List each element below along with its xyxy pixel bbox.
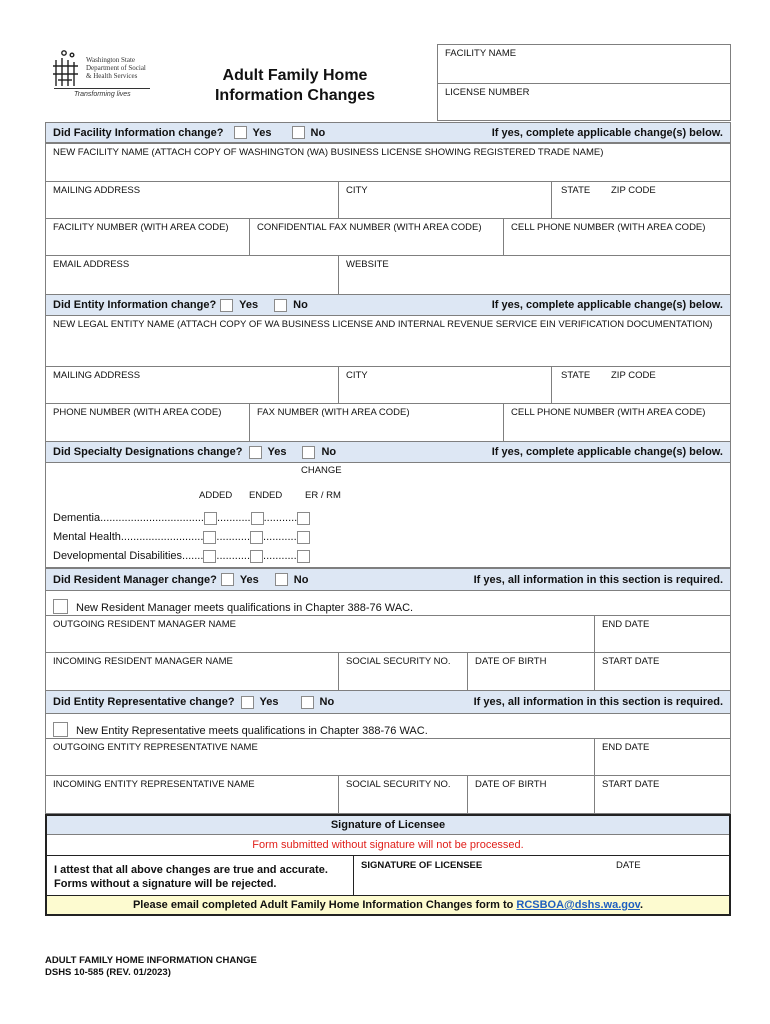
email-instruction bbox=[47, 895, 729, 914]
dd-added-checkbox[interactable] bbox=[203, 550, 216, 563]
new-entity-name-field[interactable] bbox=[45, 315, 731, 367]
email-label: EMAIL ADDRESS bbox=[53, 259, 130, 270]
page-title bbox=[195, 66, 395, 106]
mental-health-added-checkbox[interactable] bbox=[203, 531, 216, 544]
facility-no-label: No bbox=[310, 126, 326, 139]
signature-warning: Form submitted without signature will not be processed. bbox=[252, 839, 524, 851]
new-entity-name-label: NEW LEGAL ENTITY NAME (ATTACH COPY OF WA BUSINESS LICENSE AND INTERNAL REVENUE SERVICE EIN VERIFICATION DOCUMENTATION) bbox=[53, 319, 713, 330]
facility-number-field[interactable] bbox=[45, 218, 250, 256]
specialty-change-band bbox=[45, 441, 731, 463]
entity-zip-field[interactable] bbox=[604, 366, 731, 404]
website-label: WEBSITE bbox=[346, 259, 389, 270]
entity-instruction: If yes, complete applicable change(s) below. bbox=[491, 299, 723, 311]
email-link[interactable]: RCSBOA@dshs.wa.gov bbox=[516, 899, 640, 911]
manager-change-band bbox=[45, 568, 731, 591]
manager-question: Did Resident Manager change? bbox=[53, 573, 217, 586]
manager-end-date-field[interactable] bbox=[594, 615, 731, 653]
signature-heading: Signature of Licensee bbox=[47, 816, 729, 835]
footer-form-title: ADULT FAMILY HOME INFORMATION CHANGE bbox=[45, 955, 257, 966]
new-facility-name-label: NEW FACILITY NAME (ATTACH COPY OF WASHINGTON (WA) BUSINESS LICENSE SHOWING REGISTERED TRADE NAME) bbox=[53, 147, 604, 158]
manager-start-date-field[interactable] bbox=[594, 652, 731, 691]
dementia-label: Dementia bbox=[53, 512, 101, 524]
dot-leader: ........... bbox=[263, 531, 297, 543]
entity-phone-field[interactable] bbox=[45, 403, 250, 442]
form-footer bbox=[45, 955, 257, 979]
facility-cell-label: CELL PHONE NUMBER (WITH AREA CODE) bbox=[511, 222, 706, 233]
facility-name-label: FACILITY NAME bbox=[445, 48, 517, 59]
dot-leader: ........... bbox=[216, 550, 251, 562]
manager-dob-field[interactable] bbox=[467, 652, 595, 691]
representative-no-label: No bbox=[319, 696, 335, 708]
title-line-1: Adult Family Home bbox=[222, 67, 368, 84]
dot-leader: ........... bbox=[263, 550, 297, 562]
dementia-ended-checkbox[interactable] bbox=[251, 512, 264, 525]
representative-dob-field[interactable] bbox=[467, 775, 595, 814]
outgoing-manager-label: OUTGOING RESIDENT MANAGER NAME bbox=[53, 619, 236, 630]
facility-yes-label: Yes bbox=[252, 126, 272, 139]
entity-cell-label: CELL PHONE NUMBER (WITH AREA CODE) bbox=[511, 407, 706, 418]
specialty-yes-checkbox[interactable] bbox=[249, 446, 262, 459]
entity-no-checkbox[interactable] bbox=[274, 299, 287, 312]
dot-leader: ........... bbox=[263, 512, 298, 524]
dot-leader: ....... bbox=[182, 550, 204, 562]
representative-ssn-field[interactable] bbox=[338, 775, 468, 814]
facility-mailing-field[interactable] bbox=[45, 181, 339, 219]
manager-ssn-field[interactable] bbox=[338, 652, 468, 691]
facility-yes-checkbox[interactable] bbox=[234, 126, 247, 139]
representative-qualifies-checkbox[interactable] bbox=[53, 722, 68, 737]
outgoing-representative-label: OUTGOING ENTITY REPRESENTATIVE NAME bbox=[53, 742, 258, 753]
facility-zip-label: ZIP CODE bbox=[611, 185, 656, 196]
entity-fax-label: FAX NUMBER (WITH AREA CODE) bbox=[257, 407, 410, 418]
incoming-representative-field[interactable] bbox=[45, 775, 339, 814]
confidential-fax-label: CONFIDENTIAL FAX NUMBER (WITH AREA CODE) bbox=[257, 222, 482, 233]
entity-mailing-label: MAILING ADDRESS bbox=[53, 370, 141, 381]
confidential-fax-field[interactable] bbox=[249, 218, 504, 256]
mental-health-errm-checkbox[interactable] bbox=[297, 531, 310, 544]
facility-no-checkbox[interactable] bbox=[292, 126, 305, 139]
representative-instruction: If yes, all information in this section is required. bbox=[473, 696, 723, 708]
representative-dob-label: DATE OF BIRTH bbox=[475, 779, 547, 790]
facility-cell-field[interactable] bbox=[503, 218, 731, 256]
facility-number-label: FACILITY NUMBER (WITH AREA CODE) bbox=[53, 222, 229, 233]
logo-text-line: & Health Services bbox=[86, 72, 138, 80]
representative-start-date-field[interactable] bbox=[594, 775, 731, 814]
facility-zip-field[interactable] bbox=[604, 181, 731, 219]
dementia-added-checkbox[interactable] bbox=[204, 512, 217, 525]
representative-ssn-label: SOCIAL SECURITY NO. bbox=[346, 779, 451, 790]
specialty-row-dd bbox=[53, 550, 343, 563]
entity-fax-field[interactable] bbox=[249, 403, 504, 442]
entity-city-field[interactable] bbox=[338, 366, 552, 404]
entity-zip-label: ZIP CODE bbox=[611, 370, 656, 381]
entity-yes-checkbox[interactable] bbox=[220, 299, 233, 312]
manager-start-date-label: START DATE bbox=[602, 656, 660, 667]
specialty-yes-label: Yes bbox=[267, 446, 287, 458]
incoming-manager-label: INCOMING RESIDENT MANAGER NAME bbox=[53, 656, 233, 667]
new-facility-name-field[interactable] bbox=[45, 143, 731, 182]
representative-yes-checkbox[interactable] bbox=[241, 696, 254, 709]
specialty-no-checkbox[interactable] bbox=[302, 446, 315, 459]
manager-end-date-label: END DATE bbox=[602, 619, 650, 630]
representative-end-date-label: END DATE bbox=[602, 742, 650, 753]
representative-qualifies-label: New Entity Representative meets qualifications in Chapter 388-76 WAC. bbox=[76, 725, 428, 737]
entity-state-label: STATE bbox=[561, 370, 591, 381]
entity-cell-field[interactable] bbox=[503, 403, 731, 442]
entity-mailing-field[interactable] bbox=[45, 366, 339, 404]
representative-end-date-field[interactable] bbox=[594, 738, 731, 776]
entity-state-field[interactable] bbox=[551, 366, 605, 404]
dot-leader: ........... bbox=[216, 531, 251, 543]
dd-ended-checkbox[interactable] bbox=[250, 550, 263, 563]
specialty-row-dementia bbox=[53, 512, 343, 525]
manager-no-label: No bbox=[293, 573, 309, 586]
change-header: CHANGE bbox=[301, 465, 342, 476]
entity-city-label: CITY bbox=[346, 370, 368, 381]
representative-qualifies-row bbox=[45, 713, 731, 739]
facility-city-label: CITY bbox=[346, 185, 368, 196]
specialty-instruction: If yes, complete applicable change(s) below. bbox=[491, 446, 723, 458]
facility-mailing-label: MAILING ADDRESS bbox=[53, 185, 141, 196]
dshs-logo-mark-icon bbox=[52, 50, 82, 88]
outgoing-manager-field[interactable] bbox=[45, 615, 595, 653]
email-suffix: . bbox=[640, 899, 644, 911]
dot-leader: ........... bbox=[217, 512, 251, 524]
specialty-no-label: No bbox=[321, 446, 337, 458]
attest-line-2: Forms without a signature will be rejected. bbox=[54, 878, 277, 890]
facility-name-field[interactable] bbox=[437, 44, 731, 84]
dshs-logo bbox=[52, 48, 152, 100]
manager-dob-label: DATE OF BIRTH bbox=[475, 656, 547, 667]
license-number-field[interactable] bbox=[437, 83, 731, 121]
incoming-representative-label: INCOMING ENTITY REPRESENTATIVE NAME bbox=[53, 779, 255, 790]
manager-qualifies-label: New Resident Manager meets qualifications in Chapter 388-76 WAC. bbox=[76, 602, 414, 614]
specialty-question: Did Specialty Designations change? bbox=[53, 446, 243, 458]
ended-header: ENDED bbox=[249, 490, 283, 501]
mental-health-ended-checkbox[interactable] bbox=[250, 531, 263, 544]
manager-instruction: If yes, all information in this section is required. bbox=[473, 573, 723, 586]
added-header: ADDED bbox=[199, 490, 233, 501]
facility-state-field[interactable] bbox=[551, 181, 605, 219]
email-field[interactable] bbox=[45, 255, 339, 295]
entity-question: Did Entity Information change? bbox=[53, 299, 217, 311]
manager-yes-checkbox[interactable] bbox=[221, 573, 234, 586]
signature-field[interactable] bbox=[354, 855, 729, 895]
representative-change-band bbox=[45, 690, 731, 714]
er-rm-header: ER / RM bbox=[305, 490, 341, 501]
entity-change-band bbox=[45, 294, 731, 316]
dot-leader: ........................... bbox=[120, 531, 204, 543]
dd-errm-checkbox[interactable] bbox=[297, 550, 310, 563]
representative-yes-label: Yes bbox=[259, 696, 279, 708]
facility-question: Did Facility Information change? bbox=[53, 126, 224, 139]
facility-instruction: If yes, complete applicable change(s) below. bbox=[491, 126, 723, 139]
representative-no-checkbox[interactable] bbox=[301, 696, 314, 709]
attestation-text bbox=[47, 855, 354, 895]
manager-yes-label: Yes bbox=[239, 573, 259, 586]
manager-ssn-label: SOCIAL SECURITY NO. bbox=[346, 656, 451, 667]
specialty-area bbox=[45, 462, 731, 568]
entity-no-label: No bbox=[293, 299, 308, 311]
footer-form-number: DSHS 10-585 (REV. 01/2023) bbox=[45, 967, 171, 978]
logo-text-line: Washington State bbox=[86, 56, 136, 64]
representative-question: Did Entity Representative change? bbox=[53, 696, 235, 708]
incoming-manager-field[interactable] bbox=[45, 652, 339, 691]
representative-start-date-label: START DATE bbox=[602, 779, 660, 790]
signature-block bbox=[45, 814, 731, 916]
manager-no-checkbox[interactable] bbox=[275, 573, 288, 586]
specialty-row-mental-health bbox=[53, 531, 343, 544]
signature-label: SIGNATURE OF LICENSEE bbox=[361, 860, 483, 871]
developmental-disabilities-label: Developmental Disabilities bbox=[53, 550, 183, 562]
outgoing-representative-field[interactable] bbox=[45, 738, 595, 776]
title-line-2: Information Changes bbox=[214, 87, 375, 104]
license-number-label: LICENSE NUMBER bbox=[445, 87, 530, 98]
facility-state-label: STATE bbox=[561, 185, 591, 196]
entity-yes-label: Yes bbox=[239, 299, 259, 311]
facility-change-band bbox=[45, 122, 731, 143]
dot-leader: .................................. bbox=[100, 512, 204, 524]
manager-qualifies-checkbox[interactable] bbox=[53, 599, 68, 614]
website-field[interactable] bbox=[338, 255, 731, 295]
entity-phone-label: PHONE NUMBER (WITH AREA CODE) bbox=[53, 407, 222, 418]
dementia-errm-checkbox[interactable] bbox=[297, 512, 310, 525]
logo-tagline: Transforming lives bbox=[74, 91, 131, 98]
attest-line-1: I attest that all above changes are true and accurate. bbox=[54, 864, 328, 876]
email-instruction-text: Please email completed Adult Family Home Information Changes form to bbox=[132, 899, 517, 911]
facility-city-field[interactable] bbox=[338, 181, 552, 219]
signature-date-label: DATE bbox=[616, 860, 641, 871]
mental-health-label: Mental Health bbox=[53, 531, 121, 543]
manager-qualifies-row bbox=[45, 590, 731, 616]
logo-text-line: Department of Social bbox=[86, 64, 146, 72]
